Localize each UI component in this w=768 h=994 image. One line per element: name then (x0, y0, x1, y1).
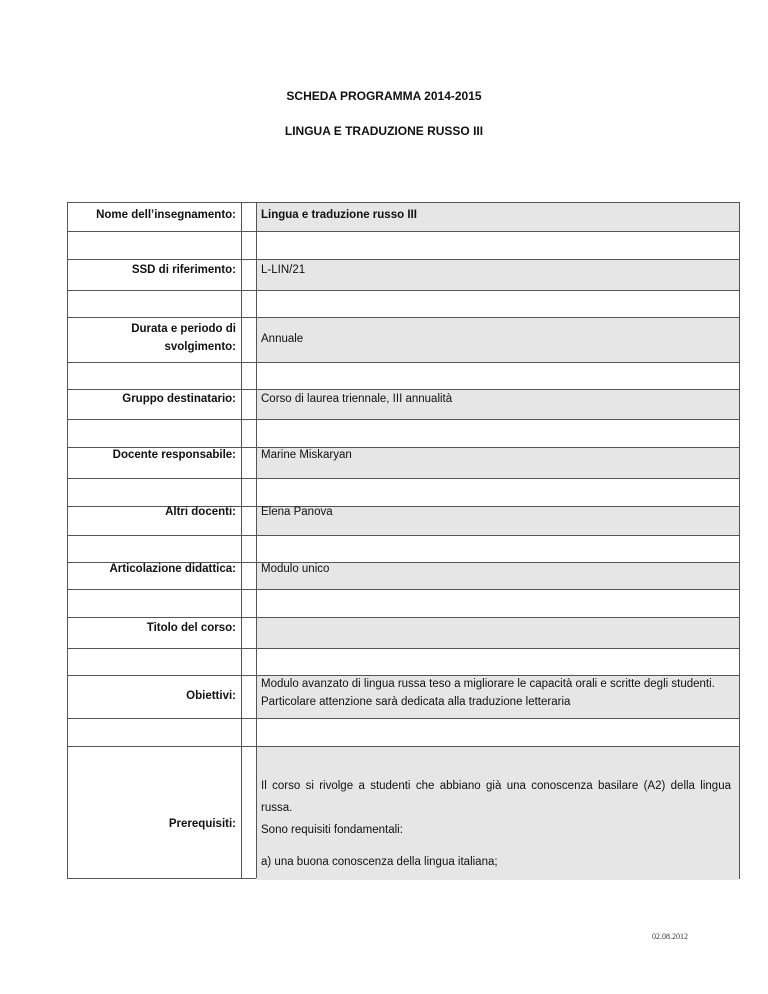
value-prerequisiti-para3: a) una buona conoscenza della lingua italiana; (261, 856, 498, 868)
label-nome-insegnamento: Nome dell’insegnamento: (96, 209, 236, 221)
label-gruppo-destinatario: Gruppo destinatario: (122, 393, 236, 405)
value-gruppo-destinatario: Corso di laurea triennale, III annualità (261, 393, 453, 405)
value-docente-responsabile: Marine Miskaryan (261, 449, 352, 461)
value-durata: Annuale (261, 333, 304, 345)
label-durata-line1: Durata e periodo di (131, 323, 236, 335)
value-articolazione-didattica: Modulo unico (261, 563, 330, 575)
label-titolo-corso: Titolo del corso: (146, 622, 236, 634)
value-obiettivi-line2: Particolare attenzione sarà dedicata alla traduzione letteraria (261, 696, 571, 708)
label-docente-responsabile: Docente responsabile: (112, 449, 236, 461)
value-obiettivi-line1: Modulo avanzato di lingua russa teso a migliorare le capacità orali e scritte degli studenti. (261, 678, 715, 690)
label-durata-line2: svolgimento: (164, 341, 236, 353)
value-prerequisiti-para2: Sono requisiti fondamentali: (261, 824, 403, 836)
value-prerequisiti-para1: Il corso si rivolge a studenti che abbiano già una conoscenza basilare (A2) della lingua russa. (261, 780, 731, 814)
document-title: SCHEDA PROGRAMMA 2014-2015 (286, 89, 482, 103)
label-articolazione-didattica: Articolazione didattica: (109, 563, 236, 575)
label-ssd: SSD di riferimento: (131, 264, 236, 276)
document-subtitle: LINGUA E TRADUZIONE RUSSO III (284, 124, 484, 138)
program-table (67, 202, 740, 879)
footer-date: 02.08.2012 (652, 932, 688, 941)
label-altri-docenti: Altri docenti: (165, 506, 236, 518)
value-ssd: L-LIN/21 (261, 264, 306, 276)
label-prerequisiti: Prerequisiti: (168, 818, 236, 830)
label-obiettivi: Obiettivi: (186, 690, 236, 702)
value-nome-insegnamento: Lingua e traduzione russo III (261, 209, 417, 221)
value-altri-docenti: Elena Panova (261, 506, 333, 518)
